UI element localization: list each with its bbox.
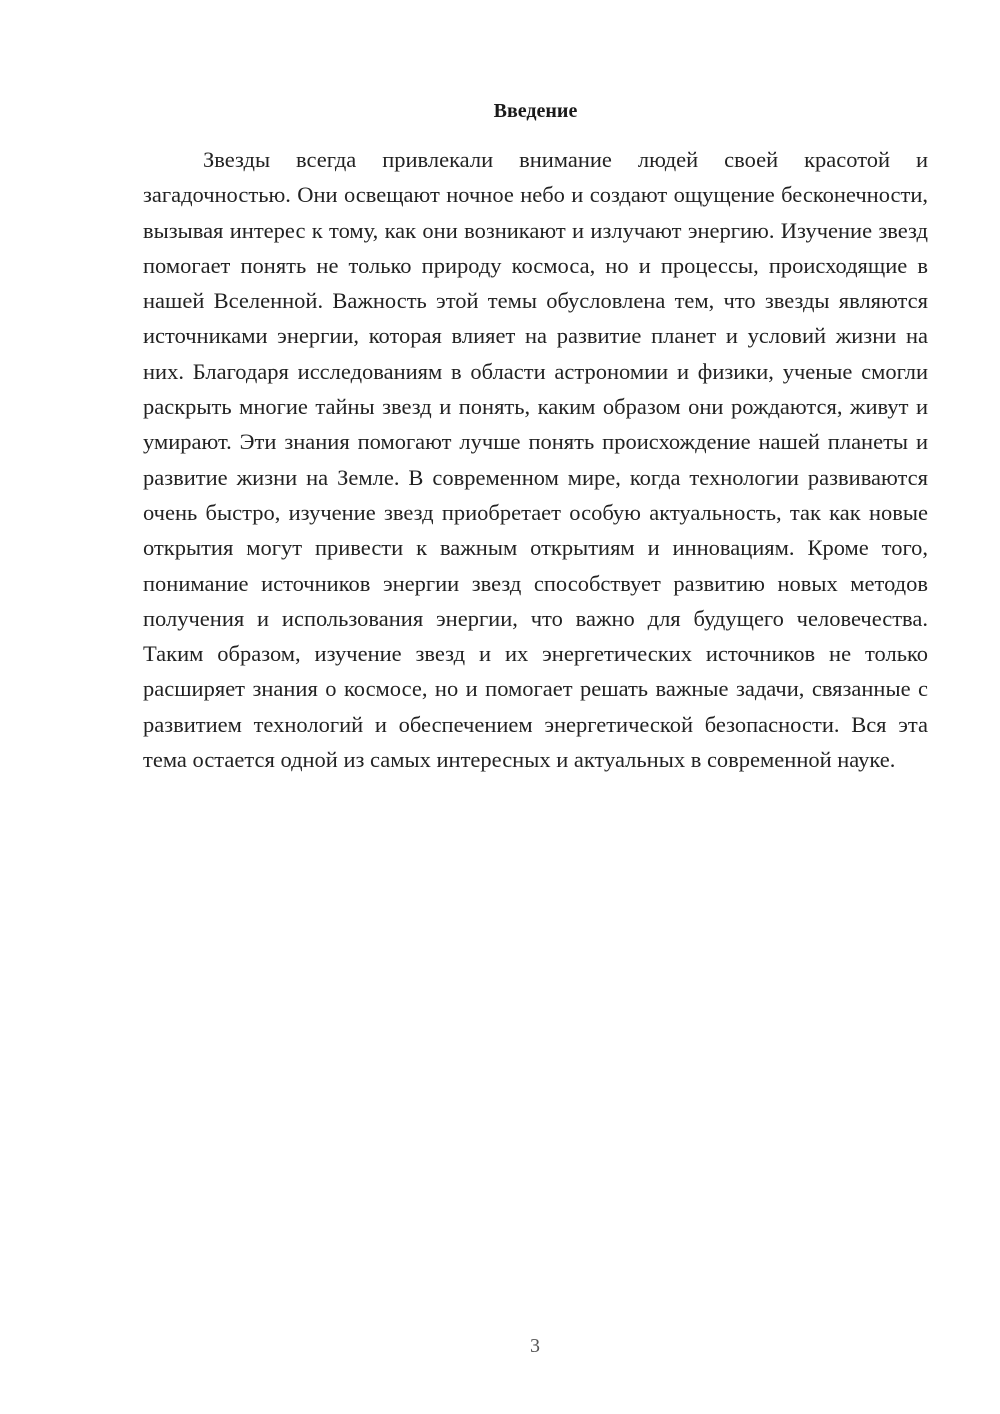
- section-heading: Введение: [493, 100, 578, 122]
- body-paragraph: Звезды всегда привлекали внимание людей своей красотой и загадочностью. Они освещают ночное небо и создают ощущение бесконечности, вызывая интерес к тому, как они возникают и излучают энергию. Изучение звезд помогает понять не только природу космоса, но и процессы, происходящие в нашей Вселенной. Важность этой темы обусловлена тем, что звезды являются источниками энергии, которая влияет на развитие планет и условий жизни на них. Благодаря исследованиям в области астрономии и физики, ученые смогли раскрыть многие тайны звезд и понять, каким образом они рождаются, живут и умирают. Эти знания помогают лучше понять происхождение нашей планеты и развитие жизни на Земле. В современном мире, когда технологии развиваются очень быстро, изучение звезд приобретает особую актуальность, так как новые открытия могут привести к важным открытиям и инновациям. Кроме того, понимание источников энергии звезд способствует развитию новых методов получения и использования энергии, что важно для будущего человечества. Таким образом, изучение звезд и их энергетических источников не только расширяет знания о космосе, но и помогает решать важные задачи, связанные с развитием технологий и обеспечением энергетической безопасности. Вся эта тема остается одной из самых интересных и актуальных в современной науке.: [143, 147, 928, 773]
- page-number: 3: [530, 1335, 540, 1357]
